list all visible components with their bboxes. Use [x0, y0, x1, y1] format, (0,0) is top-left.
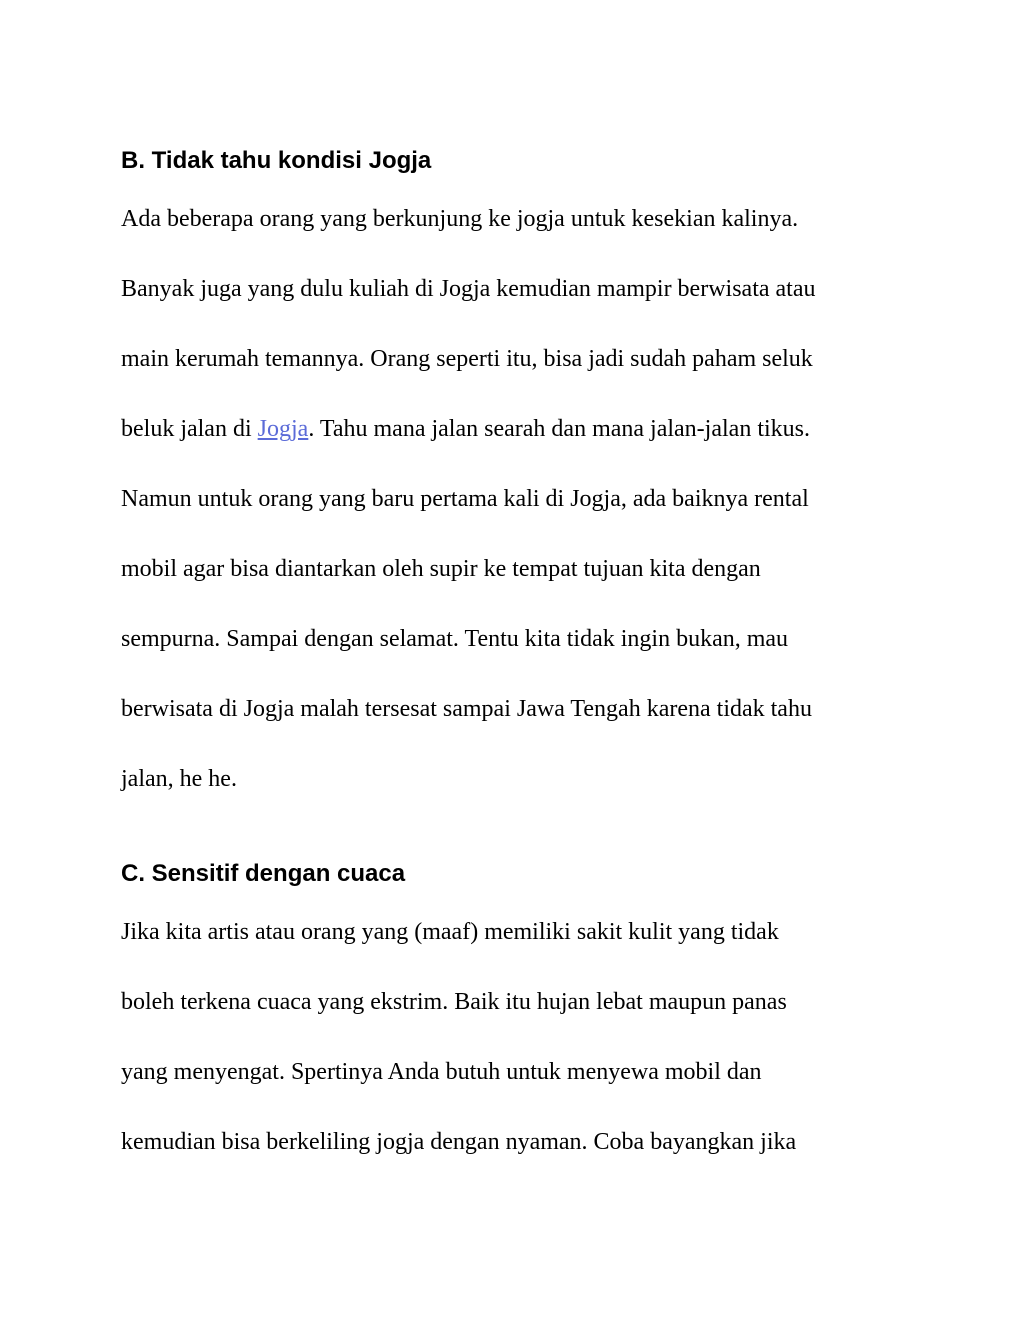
paragraph-line-with-link [121, 414, 810, 444]
paragraph-line: jalan, he he. [121, 766, 237, 792]
paragraph-line: Ada beberapa orang yang berkunjung ke jogja untuk kesekian kalinya. [121, 206, 799, 232]
paragraph-line: boleh terkena cuaca yang ekstrim. Baik itu hujan lebat maupun panas [121, 989, 787, 1015]
paragraph-line: main kerumah temannya. Orang seperti itu, bisa jadi sudah paham seluk [121, 346, 813, 372]
paragraph-line: kemudian bisa berkeliling jogja dengan nyaman. Coba bayangkan jika [121, 1129, 797, 1155]
line-text-before-link: beluk jalan di [121, 416, 258, 442]
paragraph-line: Banyak juga yang dulu kuliah di Jogja kemudian mampir berwisata atau [121, 276, 816, 302]
line-text-after-link: . Tahu mana jalan searah dan mana jalan-jalan tikus. [308, 416, 810, 442]
paragraph-line: Jika kita artis atau orang yang (maaf) memiliki sakit kulit yang tidak [121, 919, 779, 945]
paragraph-line: sempurna. Sampai dengan selamat. Tentu kita tidak ingin bukan, mau [121, 626, 789, 652]
section-c-heading: C. Sensitif dengan cuaca [121, 860, 406, 887]
section-b-heading: B. Tidak tahu kondisi Jogja [121, 147, 432, 174]
paragraph-line: mobil agar bisa diantarkan oleh supir ke tempat tujuan kita dengan [121, 556, 761, 582]
paragraph-line: Namun untuk orang yang baru pertama kali di Jogja, ada baiknya rental [121, 486, 809, 512]
paragraph-line: berwisata di Jogja malah tersesat sampai Jawa Tengah karena tidak tahu [121, 696, 812, 722]
jogja-link[interactable]: Jogja [257, 416, 309, 442]
paragraph-line: yang menyengat. Spertinya Anda butuh untuk menyewa mobil dan [121, 1059, 762, 1085]
